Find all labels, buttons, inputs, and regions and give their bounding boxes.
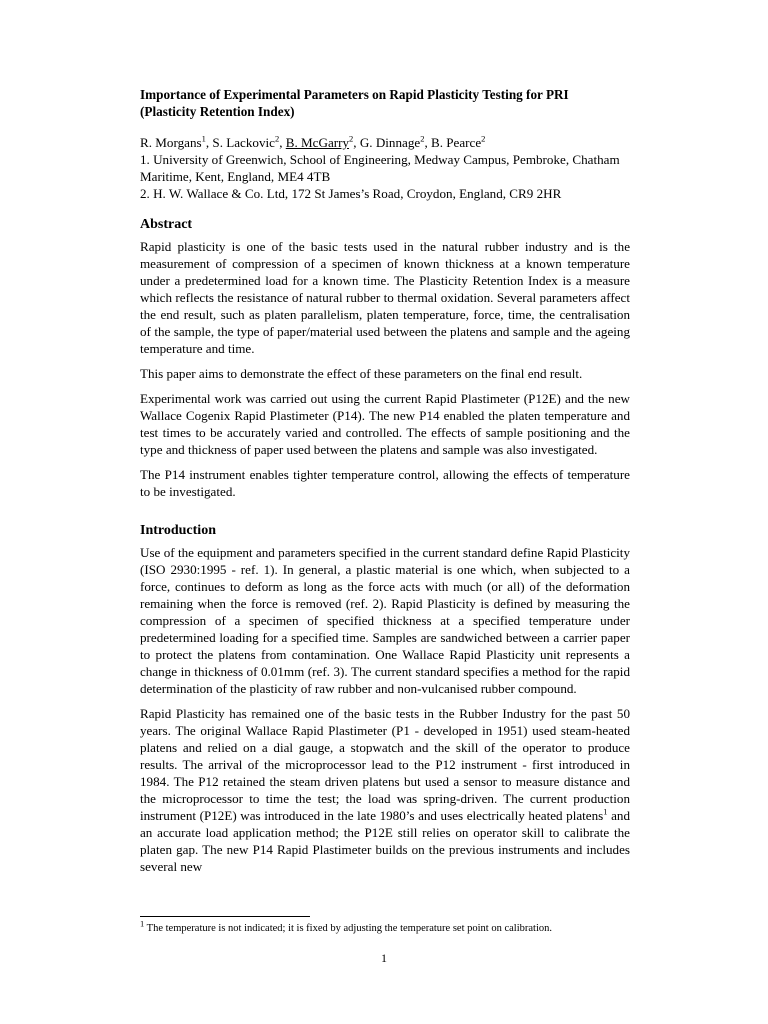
- affiliation-1: 1. University of Greenwich, School of Engineering, Medway Campus, Pembroke, Chatham Maritime, Kent, England, ME4 4TB: [140, 152, 620, 184]
- author: S. Lackovic$^2$,: [212, 133, 286, 150]
- paper-title: [140, 86, 630, 120]
- introduction-paragraph: Rapid Plasticity has remained one of the basic tests in the Rubber Industry for the past 50 years. The original Wallace Rapid Plastimeter (P1 - developed in 1951) used steam-heated platens and relied on a dial gauge, a stopwatch and the skill of the operator to produce results. The arrival of the microprocessor lead to the P12 instrument - first introduced in 1984. The P12 retained the steam driven platens but used a sensor to measure distance and the microprocessor to time the test; the load was spring-driven. The current production instrument (P12E) was introduced in the late 1980’s and uses electrically heated platens$^1$ and an accurate load application method; the P12E still relies on operator skill to calibrate the platen gap. The new P14 Rapid Plastimeter builds on the previous instruments and includes several new: [140, 706, 630, 874]
- author: B. Pearce$^2$: [431, 133, 486, 150]
- author: G. Dinnage$^2$,: [359, 133, 431, 150]
- author: R. Morgans$^1$,: [140, 133, 213, 150]
- footnote-divider: [140, 916, 310, 917]
- title-line: (Plasticity Retention Index): [140, 104, 295, 119]
- author: B. McGarry$^2$,: [285, 133, 360, 150]
- abstract-paragraph: Rapid plasticity is one of the basic tests used in the natural rubber industry and is the measurement of compression of a specimen of known thickness at a known temperature under a predetermined load for a known time. The Plasticity Retention Index is a measure which reflects the resistance of natural rubber to thermal oxidation. Several parameters affect the end result, such as platen parallelism, platen temperature, force, time, the centralisation of the sample, the type of paper/material used between the platens and sample and the ageing temperature and time.: [140, 239, 630, 356]
- footnote-reference: 1: [603, 806, 608, 817]
- title-line: Importance of Experimental Parameters on Rapid Plasticity Testing for PRI: [140, 87, 569, 102]
- abstract-paragraph: The P14 instrument enables tighter temperature control, allowing the effects of temperature to be investigated.: [140, 467, 630, 499]
- author-list: [140, 134, 630, 151]
- abstract-paragraph: Experimental work was carried out using the current Rapid Plastimeter (P12E) and the new Wallace Cogenix Rapid Plastimeter (P14). The new P14 enabled the platen temperature and test times to be accurately varied and controlled. The effects of sample positioning and the type and thickness of paper used between the platens and sample was also investigated.: [140, 391, 630, 457]
- introduction-paragraph: Use of the equipment and parameters specified in the current standard define Rapid Plasticity (ISO 2930:1995 - ref. 1). In general, a plastic material is one which, when subjected to a force, continues to deform as long as the force acts with much (or all) of the deformation remaining when the force is removed (ref. 2). Rapid Plasticity is defined by measuring the compression of a specimen of specified thickness at a specified temperature under predetermined loading for a specified time. Samples are sandwiched between a carrier paper to protect the platens from contamination. One Wallace Rapid Plasticity unit represents a change in thickness of 0.01mm (ref. 3). The current standard specifies a method for the rapid determination of the plasticity of raw rubber and non-vulcanised rubber compound.: [140, 545, 630, 696]
- abstract-heading: Abstract: [140, 217, 193, 232]
- page-content: [140, 86, 630, 883]
- abstract-paragraph: This paper aims to demonstrate the effect of these parameters on the final end result.: [140, 366, 583, 381]
- footnote: $^1$ The temperature is not indicated; it is fixed by adjusting the temperature set point on calibration.: [140, 918, 552, 934]
- introduction-heading: Introduction: [140, 523, 216, 538]
- page-number: 1: [381, 951, 387, 965]
- affiliation-2: 2. H. W. Wallace & Co. Ltd, 172 St James’s Road, Croydon, England, CR9 2HR: [140, 186, 562, 201]
